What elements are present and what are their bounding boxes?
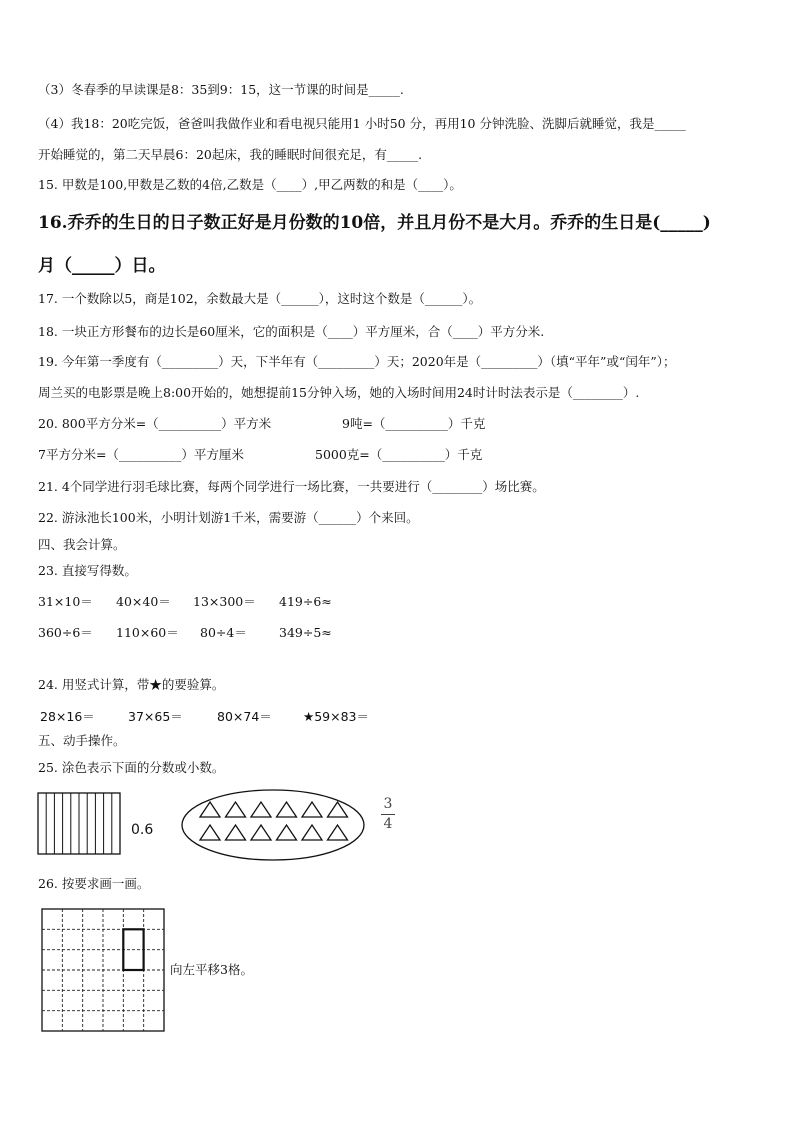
question-15: 15. 甲数是100,甲数是乙数的4倍,乙数是（____）,甲乙两数的和是（____）。 (38, 177, 462, 192)
calc-23-r2-c3: 80÷4＝ (200, 625, 247, 640)
question-19-line-1: 19. 今年第一季度有（_________）天，下半年有（_________）天；2020年是（_________）（填“平年”或“闰年”）； (38, 354, 676, 369)
question-26: 26. 按要求画一画。 (38, 876, 150, 891)
fraction-label (381, 796, 395, 833)
triangle-shape (226, 825, 246, 840)
calc-23-r1-c4: 419÷6≈ (279, 594, 332, 609)
question-24: 24. 用竖式计算，带★的要验算。 (38, 677, 225, 692)
question-25: 25. 涂色表示下面的分数或小数。 (38, 760, 225, 775)
question-20-row-2-left: 7平方分米=（__________）平方厘米 (38, 447, 244, 462)
calc-23-r1-c1: 31×10＝ (38, 594, 93, 609)
section-4-heading: 四、我会计算。 (38, 537, 126, 552)
question-22: 22. 游泳池长100米，小明计划游1千米，需要游（______）个来回。 (38, 510, 419, 525)
calc-23-r2-c2: 110×60＝ (116, 625, 179, 640)
striped-rectangle-figure (37, 792, 122, 856)
question-18: 18. 一块正方形餐布的边长是60厘米，它的面积是（____）平方厘米，合（____）平方分米. (38, 324, 545, 339)
question-16-line-2: 月（_____）日。 (38, 256, 166, 276)
fraction-numerator: 3 (383, 796, 393, 812)
calc-24-item-1: 28×16＝ (40, 709, 95, 724)
calc-23-r2-c1: 360÷6＝ (38, 625, 93, 640)
triangle-shape (200, 802, 220, 817)
decimal-label: 0.6 (131, 822, 154, 838)
dashed-grid-figure (41, 908, 167, 1034)
question-21: 21. 4个同学进行羽毛球比赛，每两个同学进行一场比赛，一共要进行（________）场比赛。 (38, 479, 545, 494)
calc-24-item-4: ★59×83＝ (303, 709, 369, 724)
triangle-shape (251, 802, 271, 817)
question-14-part-4-line-2: 开始睡觉的，第二天早晨6：20起床，我的睡眠时间很充足，有_____. (38, 147, 423, 162)
triangle-shape (328, 802, 348, 817)
question-14-part-4-line-1: （4）我18：20吃完饭，爸爸叫我做作业和看电视只能用1 小时50 分，再用10 分钟洗脸、洗脚后就睡觉，我是_____ (38, 116, 686, 131)
triangle-shape (302, 802, 322, 817)
calc-23-r2-c4: 349÷5≈ (279, 625, 332, 640)
question-14-part-3: （3）冬春季的早读课是8：35到9：15，这一节课的时间是_____. (38, 82, 404, 97)
question-17: 17. 一个数除以5，商是102，余数最大是（______），这时这个数是（______）。 (38, 291, 482, 306)
question-20-row-1-right: 9吨=（__________）千克 (342, 416, 486, 431)
triangle-shape (226, 802, 246, 817)
question-19-line-2: 周兰买的电影票是晚上8:00开始的，她想提前15分钟入场，她的入场时间用24时计时法表示是（________）. (38, 385, 640, 400)
ellipse-with-triangles-figure (180, 788, 366, 862)
calc-24-item-2: 37×65＝ (128, 709, 183, 724)
triangle-shape (200, 825, 220, 840)
question-23: 23. 直接写得数。 (38, 563, 137, 578)
calc-23-r1-c2: 40×40＝ (116, 594, 171, 609)
question-16-line-1: 16.乔乔的生日的日子数正好是月份数的10倍，并且月份不是大月。乔乔的生日是(_____) (38, 213, 711, 233)
question-20-row-1-left: 20. 800平方分米=（__________）平方米 (38, 416, 272, 431)
triangle-shape (277, 825, 297, 840)
triangle-shape (302, 825, 322, 840)
triangle-shape (328, 825, 348, 840)
triangle-shape (251, 825, 271, 840)
calc-24-item-3: 80×74＝ (217, 709, 272, 724)
fraction-denominator: 4 (383, 816, 393, 832)
question-26-instruction: 向左平移3格。 (170, 962, 253, 977)
triangle-shape (277, 802, 297, 817)
question-20-row-2-right: 5000克=（__________）千克 (315, 447, 483, 462)
fraction-bar (381, 814, 395, 815)
section-5-heading: 五、动手操作。 (38, 733, 126, 748)
calc-23-r1-c3: 13×300＝ (193, 594, 256, 609)
